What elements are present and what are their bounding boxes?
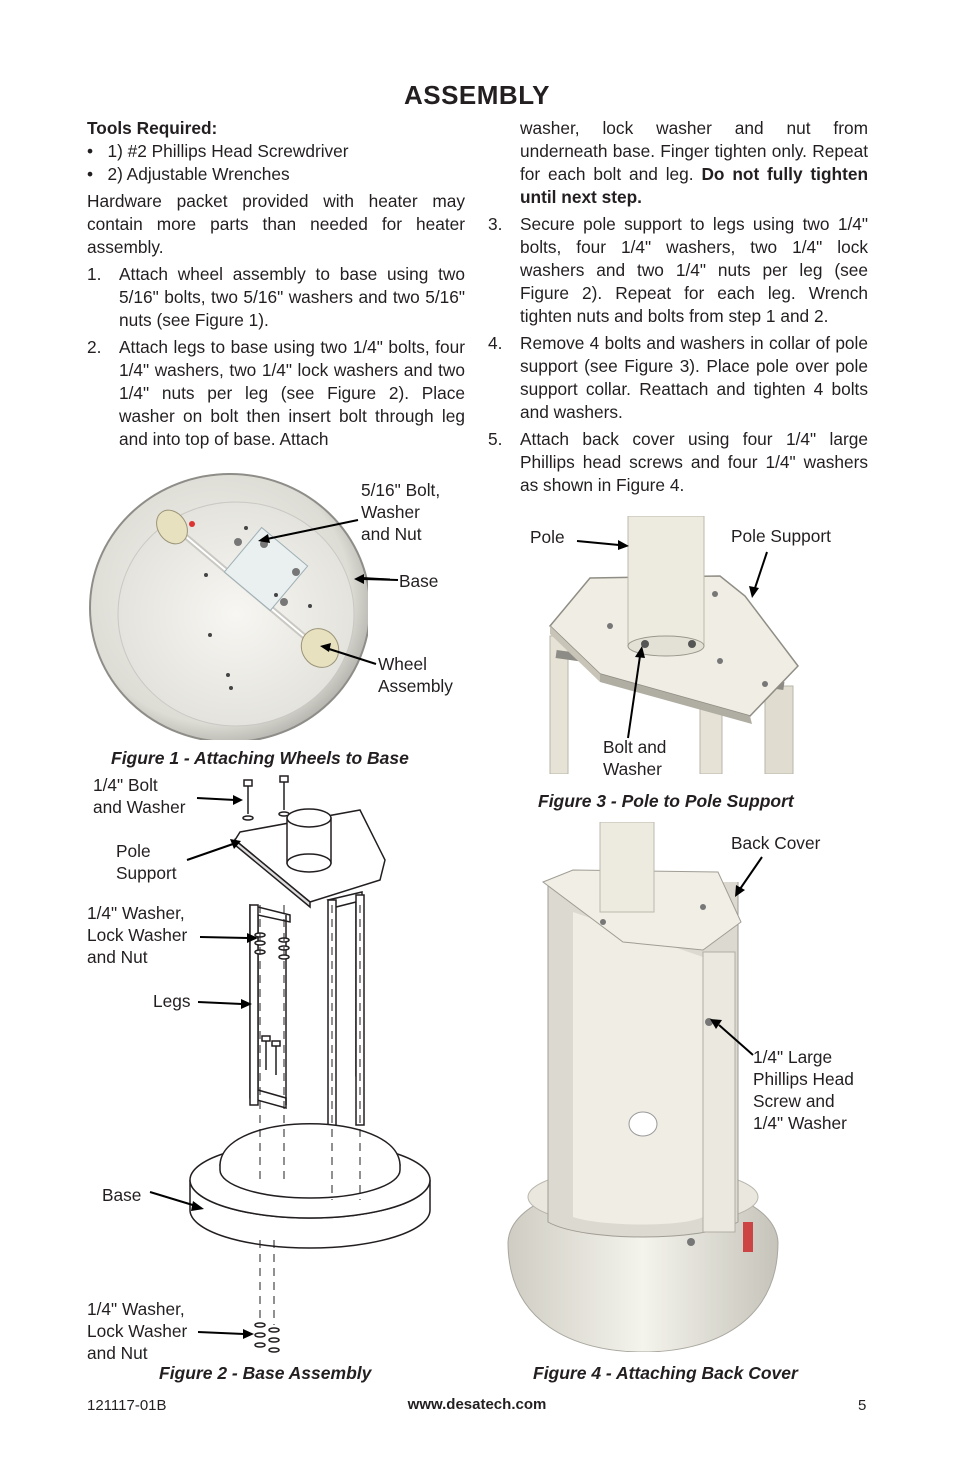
leader-back-cover: [730, 855, 770, 900]
leader-legs: [198, 996, 258, 1012]
left-text-column: [87, 117, 465, 451]
right-text-column: [488, 117, 868, 497]
step-1: 1. Attach wheel assembly to base using two 5/16" bolts, two 5/16" washers and two 5/16" nuts (see Figure 1).: [87, 264, 465, 330]
figure-2-caption: Figure 2 - Base Assembly: [159, 1363, 372, 1383]
label-base-2: Base: [102, 1185, 142, 1205]
footer-code: 121117-01B: [87, 1397, 167, 1414]
step-5: 5. Attach back cover using four 1/4" large Phillips head screws and four 1/4" washers as shown in Figure 4.: [488, 429, 868, 495]
tools-heading: Tools Required:: [87, 118, 218, 138]
label-bolt-and-washer: 1/4" Bolt and Washer: [93, 775, 186, 817]
step-2: 2. Attach legs to base using two 1/4" bolts, four 1/4" washers, two 1/4" lock washers and two 1/4" nuts per leg (see Figure 2). Place washer on bolt then insert bolt through leg and into top of base. Attach: [87, 337, 465, 449]
leader-bolt: [195, 790, 245, 810]
base-arrow: [350, 570, 400, 590]
label-back-cover: Back Cover: [731, 833, 821, 853]
leader-support: [185, 836, 245, 866]
label-washer-top: 1/4" Washer, Lock Washer and Nut: [87, 903, 188, 967]
label-pole-support-3: Pole Support: [731, 526, 831, 546]
step-2-continued: washer, lock washer and nut from underneath base. Finger tighten only. Repeat for each bolt and leg. Do not fully tighten until next step.: [520, 118, 869, 207]
leader-pole: [575, 535, 635, 555]
leader-washer-bottom: [198, 1326, 258, 1342]
tool-item: • 1) #2 Phillips Head Screwdriver: [87, 141, 349, 161]
leader-washer-top: [200, 930, 260, 946]
figure-3-caption: Figure 3 - Pole to Pole Support: [538, 791, 794, 811]
step-3: 3. Secure pole support to legs using two 1/4" bolts, four 1/4" washers, two 1/4" lock washers and two 1/4" nuts per leg (see Figure 2). Repeat for each leg. Wrench tighten nuts and bolts from step 1 and 2.: [488, 214, 868, 326]
intro-paragraph: Hardware packet provided with heater may contain more parts than needed for heater assembly.: [87, 191, 465, 257]
page-title: ASSEMBLY: [403, 80, 551, 110]
leader-support-3: [745, 550, 775, 600]
page-number: 5: [858, 1397, 867, 1414]
figure-4-photo: [503, 822, 783, 1352]
label-legs: Legs: [153, 991, 191, 1011]
label-wheel-assembly: Wheel Assembly: [378, 654, 453, 696]
tool-item: • 2) Adjustable Wrenches: [87, 164, 290, 184]
label-bolt-washer-3: Bolt and Washer: [603, 737, 667, 779]
leader-screw: [705, 1015, 755, 1060]
label-pole: Pole: [530, 527, 565, 547]
label-washer-bottom: 1/4" Washer, Lock Washer and Nut: [87, 1299, 188, 1363]
leader-bolt-3: [620, 640, 650, 740]
label-pole-support-2: Pole Support: [116, 841, 177, 883]
step-4: 4. Remove 4 bolts and washers in collar of pole support (see Figure 3). Place pole over pole support collar. Reattach and tighten 4 bolts and washers.: [488, 333, 868, 422]
figure-1-caption: Figure 1 - Attaching Wheels to Base: [111, 748, 409, 768]
label-bolt-washer-nut: 5/16" Bolt, Washer and Nut: [361, 480, 441, 544]
figure-4-caption: Figure 4 - Attaching Back Cover: [533, 1363, 798, 1383]
label-base: Base: [399, 571, 439, 591]
label-phillips-screw: 1/4" Large Phillips Head Screw and 1/4" Washer: [753, 1047, 854, 1133]
leader-base: [148, 1188, 208, 1218]
footer-url: www.desatech.com: [407, 1396, 547, 1413]
